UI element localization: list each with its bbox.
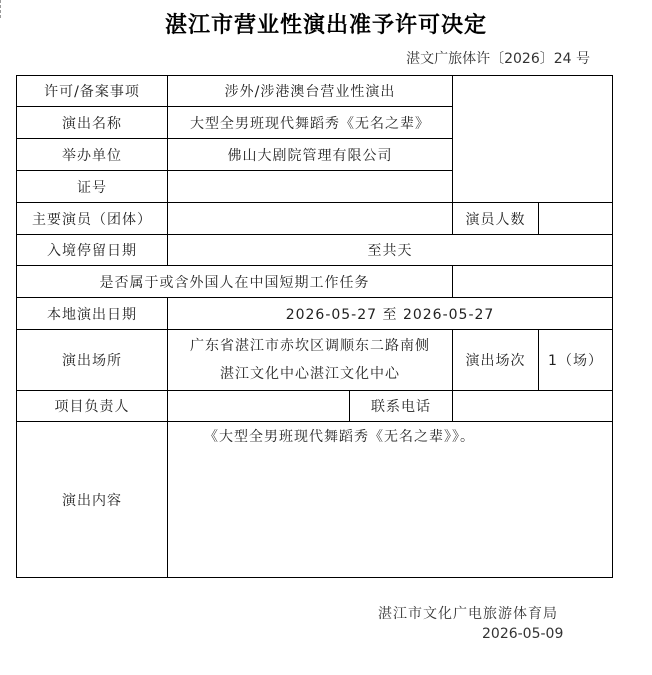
issuing-authority: 湛江市文化广电旅游体育局: [378, 606, 558, 622]
local-dates-label: 本地演出日期: [17, 298, 168, 330]
certificate-no-label: 证号: [17, 171, 168, 203]
certificate-no-value: [168, 171, 453, 203]
organizer-label: 举办单位: [17, 139, 168, 171]
form-row-local-dates: [17, 298, 613, 330]
permit-type-label: 许可/备案事项: [17, 76, 168, 107]
organizer-value: 佛山大剧院管理有限公司: [168, 139, 453, 171]
document-number: 湛文广旅体许〔2026〕24 号: [406, 51, 590, 67]
sessions-value: 1（场）: [539, 330, 613, 391]
content-label: 演出内容: [17, 422, 168, 578]
entry-stay-value: 至共天: [168, 235, 613, 266]
form-row-foreign-work: [17, 266, 613, 298]
contact-phone-value: [453, 391, 613, 422]
venue-address: 广东省湛江市赤坎区调顺东二路南侧: [190, 338, 430, 354]
contact-phone-label: 联系电话: [350, 391, 453, 422]
form-row-permit-type: [17, 76, 613, 107]
document-title: 湛江市营业性演出准予许可决定: [164, 13, 487, 38]
foreign-work-value: [453, 266, 613, 298]
venue-value: [168, 330, 453, 391]
form-row-entry-stay: [17, 235, 613, 266]
venue-name: 湛江文化中心湛江文化中心: [220, 366, 400, 382]
main-performers-value: [168, 203, 453, 235]
foreign-work-label: 是否属于或含外国人在中国短期工作任务: [17, 266, 453, 298]
permit-type-value: 涉外/涉港澳台营业性演出: [168, 76, 453, 107]
content-value: 《大型全男班现代舞蹈秀《无名之辈》》。: [168, 422, 613, 578]
venue-label: 演出场所: [17, 330, 168, 391]
project-lead-value: [168, 391, 350, 422]
local-dates-value: 2026-05-27 至 2026-05-27: [168, 298, 613, 330]
form-row-project-lead: [17, 391, 613, 422]
form-row-venue: [17, 330, 613, 391]
form-row-content: [17, 422, 613, 578]
performer-count-value: [539, 203, 613, 235]
show-name-label: 演出名称: [17, 107, 168, 139]
photo-area: [453, 76, 613, 203]
issue-date: 2026-05-09: [482, 626, 564, 642]
main-performers-label: 主要演员（团体）: [17, 203, 168, 235]
permit-form-table: [16, 75, 613, 578]
show-name-value: 大型全男班现代舞蹈秀《无名之辈》: [168, 107, 453, 139]
project-lead-label: 项目负责人: [17, 391, 168, 422]
sessions-label: 演出场次: [453, 330, 539, 391]
form-row-main-performers: [17, 203, 613, 235]
performer-count-label: 演员人数: [453, 203, 539, 235]
entry-stay-label: 入境停留日期: [17, 235, 168, 266]
